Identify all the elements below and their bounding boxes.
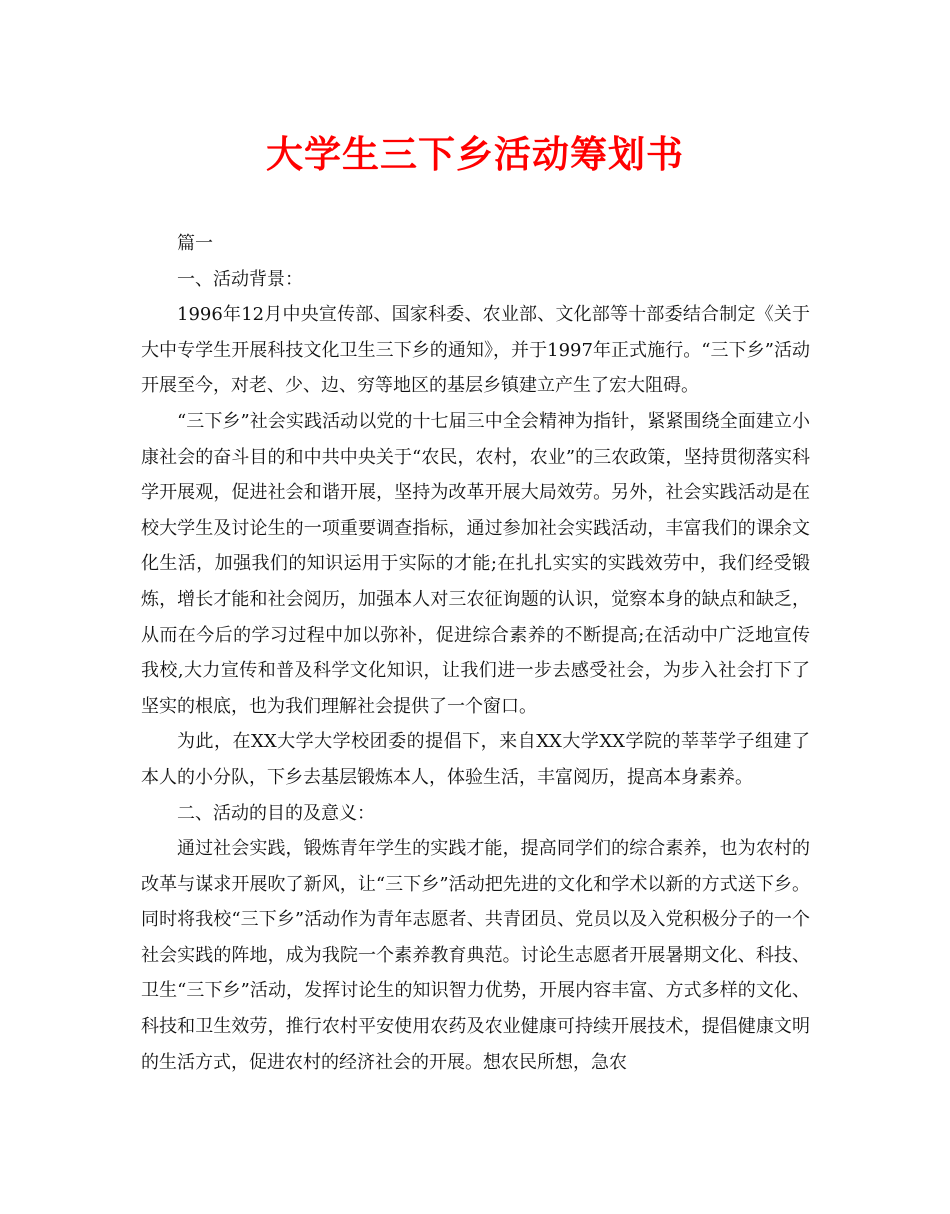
document-title: 大学生三下乡活动筹划书 bbox=[266, 132, 684, 176]
body-paragraph: 通过社会实践，锻炼青年学生的实践才能，提高同学们的综合素养，也为农村的改革与谋求开展吹了新风，让“三下乡”活动把先进的文化和学术以新的方式送下乡。同时将我校“三下乡”活动作为青年志愿者、共青团员、党员以及入党积极分子的一个社会实践的阵地，成为我院一个素养教育典范。讨论生志愿者开展暑期文化、科技、卫生“三下乡”活动，发挥讨论生的知识智力优势，开展内容丰富、方式多样的文化、科技和卫生效劳，推行农村平安使用农药及农业健康可持续开展技术，提倡健康文明的生活方式，促进农村的经济社会的开展。想农民所想，急农 bbox=[141, 838, 810, 1073]
body-paragraph: 为此，在XX大学大学校团委的提倡下，来自XX大学XX学院的莘莘学子组建了本人的小分队，下乡去基层锻炼本人，体验生活，丰富阅历，提高本身素养。 bbox=[141, 731, 810, 788]
section-heading: 一、活动背景： bbox=[177, 268, 303, 290]
body-paragraph: 1996年12月中央宣传部、国家科委、农业部、文化部等十部委结合制定《关于大中专学生开展科技文化卫生三下乡的通知》，并于1997年正式施行。“三下乡”活动开展至今，对老、少、边、穷等地区的基层乡镇建立产生了宏大阻碍。 bbox=[141, 304, 810, 397]
section-label: 篇一 bbox=[177, 233, 213, 254]
section-heading: 二、活动的目的及意义： bbox=[177, 802, 375, 824]
document-body bbox=[141, 226, 810, 1080]
body-paragraph: “三下乡”社会实践活动以党的十七届三中全会精神为指针，紧紧围绕全面建立小康社会的奋斗目的和中共中央关于“农民，农村，农业”的三农政策，坚持贯彻落实科学开展观，促进社会和谐开展，坚持为改革开展大局效劳。另外，社会实践活动是在校大学生及讨论生的一项重要调查指标，通过参加社会实践活动，丰富我们的课余文化生活，加强我们的知识运用于实际的才能;在扎扎实实的实践效劳中，我们经受锻炼，增长才能和社会阅历，加强本人对三农征询题的认识，觉察本身的缺点和缺乏，从而在今后的学习过程中加以弥补，促进综合素养的不断提高;在活动中广泛地宣传我校,大力宣传和普及科学文化知识，让我们进一步去感受社会，为步入社会打下了坚实的根底，也为我们理解社会提供了一个窗口。 bbox=[141, 410, 810, 717]
